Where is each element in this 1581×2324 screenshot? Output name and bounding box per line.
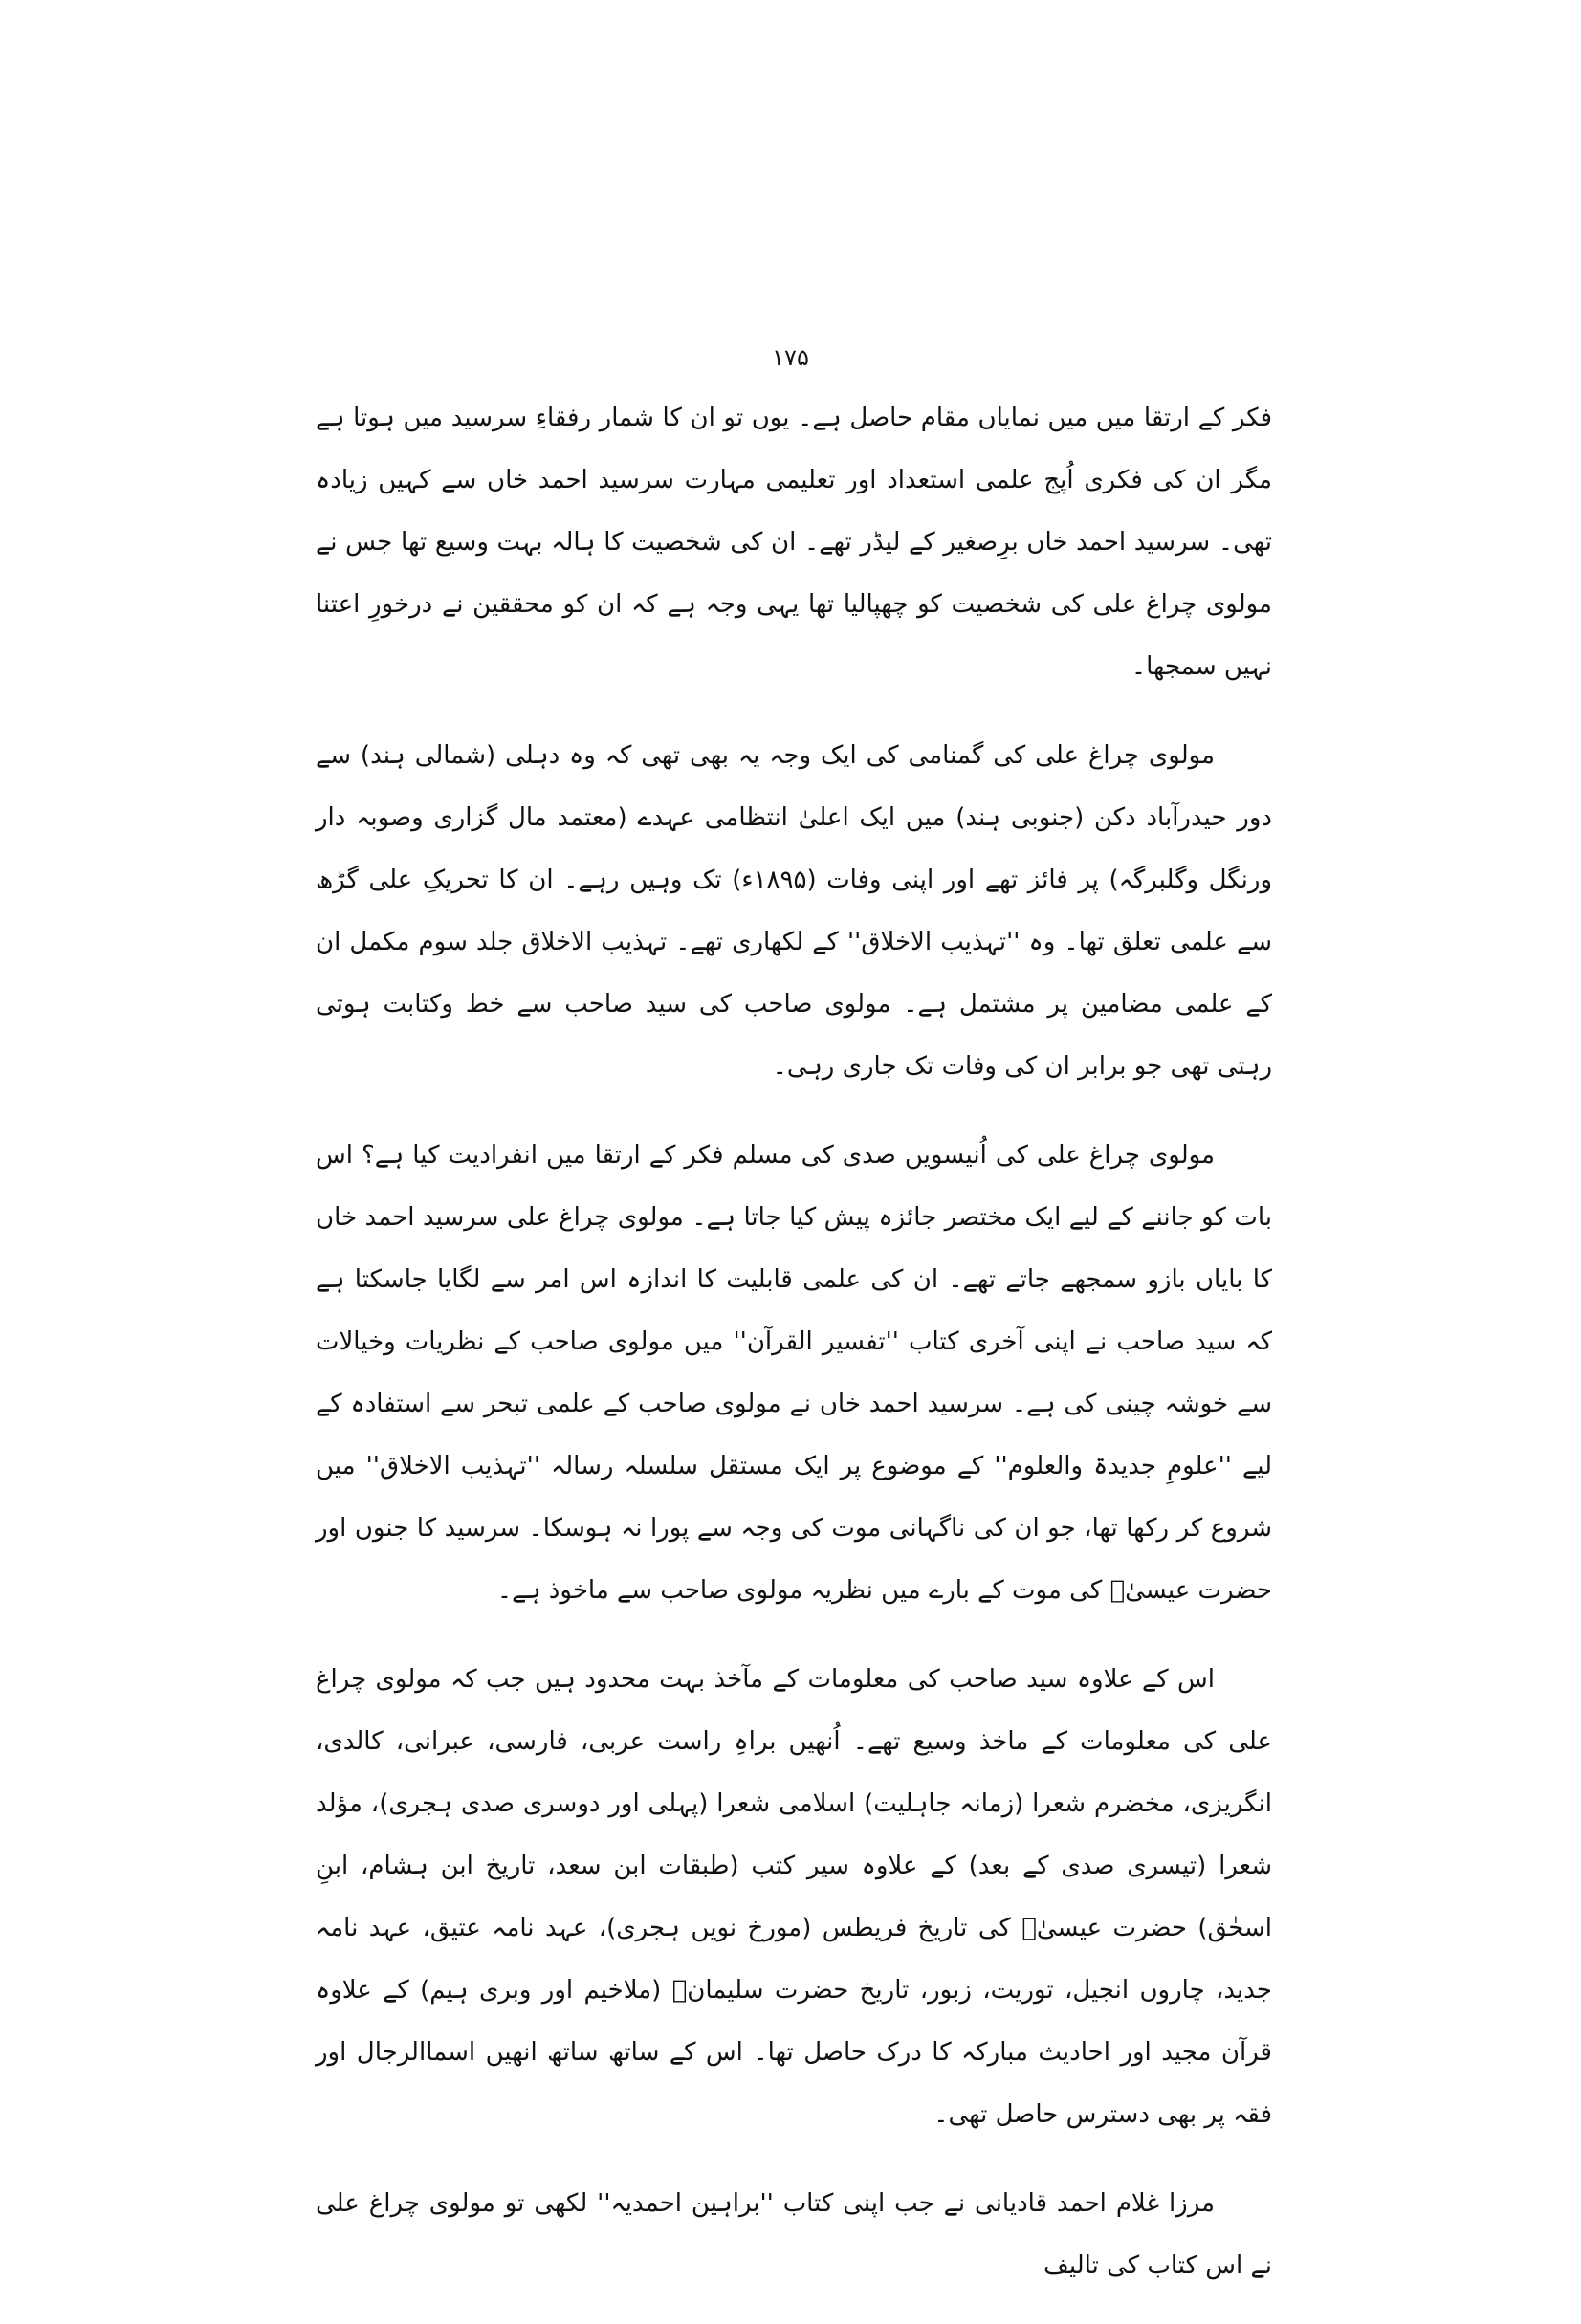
paragraph: اس کے علاوہ سید صاحب کی معلومات کے مآخذ بہت محدود ہیں جب کہ مولوی چراغ علی کی معلومات کے ماخذ وسیع تھے۔ اُنھیں براہِ راست عربی، فارسی، عبرانی، کالدی، انگریزی، مخضرم شعرا (زمانہ جاہلیت) اسلامی شعرا (پہلی اور دوسری صدی ہجری)، مؤلد شعرا (تیسری صدی کے بعد) کے علاوہ سیر کتب (طبقات ابن سعد، تاریخ ابن ہشام، ابنِ اسحٰق) حضرت عیسیٰؑ کی تاریخ فریطس (مورخ نویں ہجری)، عہد نامہ عتیق، عہد نامہ جدید، چاروں انجیل، توریت، زبور، تاریخ حضرت سلیمانؑ (ملاخیم اور وبری ہیم) کے علاوہ قرآن مجید اور احادیث مبارکہ کا درک حاصل تھا۔ اس کے ساتھ ساتھ انھیں اسماالرجال اور فقہ پر بھی دسترس حاصل تھی۔ xyxy=(316,1665,1272,2129)
paragraph: فکر کے ارتقا میں میں نمایاں مقام حاصل ہے۔ یوں تو ان کا شمار رفقاءِ سرسید میں ہوتا ہے مگر ان کی فکری اُپج علمی استعداد اور تعلیمی مہارت سرسید احمد خاں سے کہیں زیادہ تھی۔ سرسید احمد خاں برِصغیر کے لیڈر تھے۔ ان کی شخصیت کا ہالہ بہت وسیع تھا جس نے مولوی چراغ علی کی شخصیت کو چھپالیا تھا یہی وجہ ہے کہ ان کو محققین نے درخورِ اعتنا نہیں سمجھا۔ xyxy=(316,404,1272,681)
page-number: ۱۷۵ xyxy=(772,344,809,371)
paragraph: مرزا غلام احمد قادیانی نے جب اپنی کتاب ''براہین احمدیہ'' لکھی تو مولوی چراغ علی نے اس کتاب کی تالیف xyxy=(316,2189,1272,2280)
paragraph: مولوی چراغ علی کی اُنیسویں صدی کی مسلم فکر کے ارتقا میں انفرادیت کیا ہے؟ اس بات کو جاننے کے لیے ایک مختصر جائزہ پیش کیا جاتا ہے۔ مولوی چراغ علی سرسید احمد خاں کا بایاں بازو سمجھے جاتے تھے۔ ان کی علمی قابلیت کا اندازہ اس امر سے لگایا جاسکتا ہے کہ سید صاحب نے اپنی آخری کتاب ''تفسیر القرآن'' میں مولوی صاحب کے نظریات وخیالات سے خوشہ چینی کی ہے۔ سرسید احمد خاں نے مولوی صاحب کے علمی تبحر سے استفادہ کے لیے ''علومِ جدیدۃ والعلوم'' کے موضوع پر ایک مستقل سلسلہ رسالہ ''تہذیب الاخلاق'' میں شروع کر رکھا تھا، جو ان کی ناگہانی موت کی وجہ سے پورا نہ ہوسکا۔ سرسید کا جنوں اور حضرت عیسیٰؑ کی موت کے بارے میں نظریہ مولوی صاحب سے ماخوذ ہے۔ xyxy=(316,1141,1272,1605)
paragraph: مولوی چراغ علی کی گمنامی کی ایک وجہ یہ بھی تھی کہ وہ دہلی (شمالی ہند) سے دور حیدرآباد دکن (جنوبی ہند) میں ایک اعلیٰ انتظامی عہدے (معتمد مال گزاری وصوبہ دار ورنگل وگلبرگہ) پر فائز تھے اور اپنی وفات (۱۸۹۵ء) تک وہیں رہے۔ ان کا تحریکِ علی گڑھ سے علمی تعلق تھا۔ وہ ''تہذیب الاخلاق'' کے لکھاری تھے۔ تہذیب الاخلاق جلد سوم مکمل ان کے علمی مضامین پر مشتمل ہے۔ مولوی صاحب کی سید صاحب سے خط وکتابت ہوتی رہتی تھی جو برابر ان کی وفات تک جاری رہی۔ xyxy=(316,741,1273,1081)
body-text xyxy=(316,387,1272,2324)
